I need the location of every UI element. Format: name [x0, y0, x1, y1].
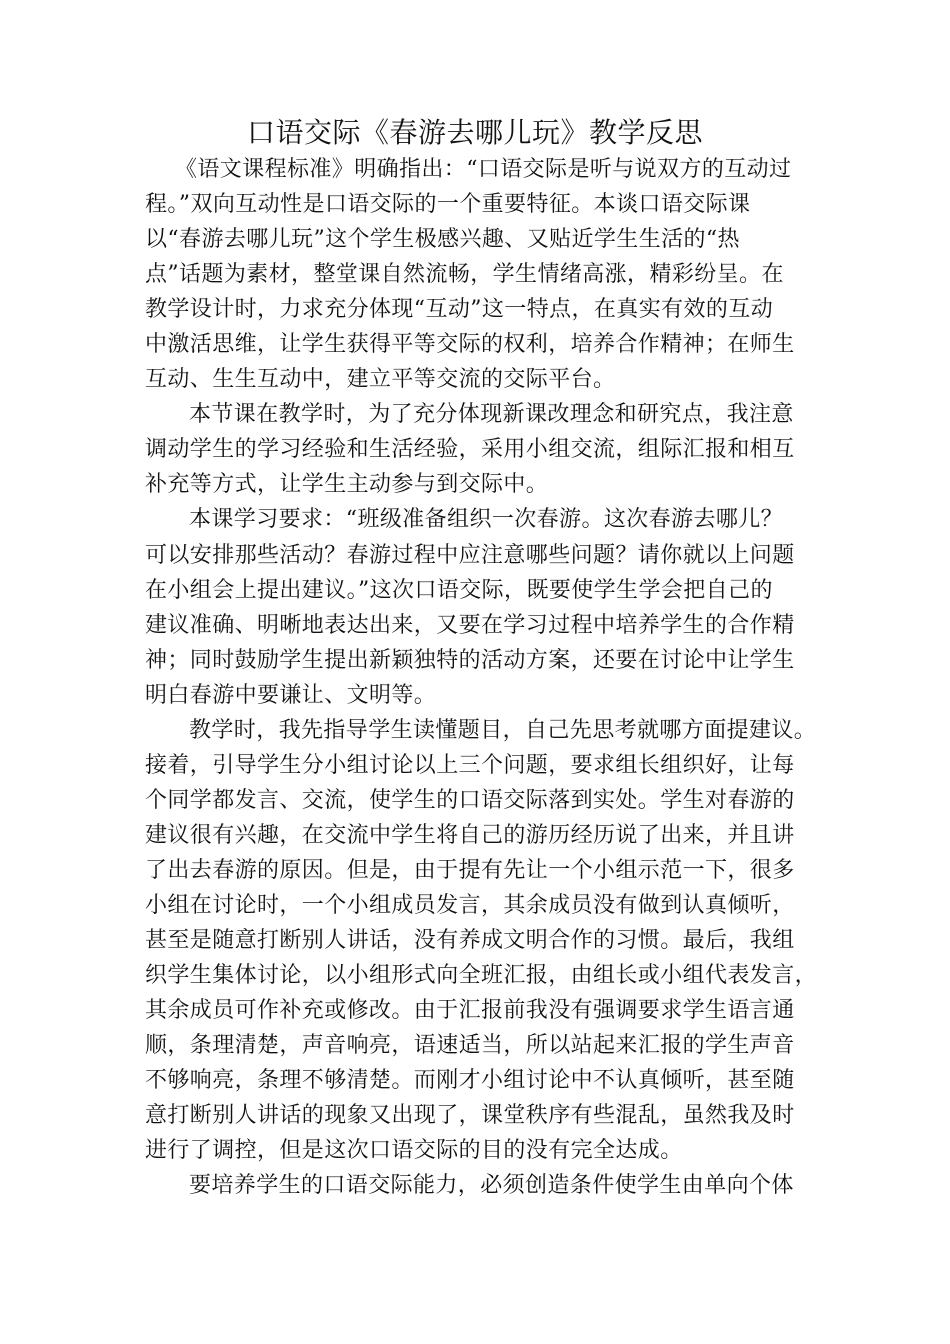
- text-line: 进行了调控，但是这次口语交际的目的没有完全达成。: [145, 1138, 683, 1164]
- document-body: [145, 152, 825, 1203]
- text-line: 了出去春游的原因。但是，由于提有先让一个小组示范一下，很多: [145, 857, 795, 883]
- text-line: 调动学生的学习经验和生活经验，采用小组交流，组际汇报和相互: [145, 437, 795, 463]
- text-line: 建议准确、明晰地表达出来，又要在学习过程中培养学生的合作精: [145, 612, 795, 638]
- text-line: 教学设计时，力求充分体现“互动”这一特点，在真实有效的互动: [145, 297, 774, 323]
- text-line: 中激活思维，让学生获得平等交际的权利，培养合作精神；在师生: [145, 332, 795, 358]
- text-line: 本节课在教学时，为了充分体现新课改理念和研究点，我注意: [189, 402, 794, 428]
- text-line: 可以安排那些活动？春游过程中应注意哪些问题？请你就以上问题: [145, 542, 795, 568]
- text-line: 补充等方式，让学生主动参与到交际中。: [145, 472, 549, 498]
- document-title: 口语交际《春游去哪儿玩》教学反思: [246, 116, 703, 149]
- text-line: 织学生集体讨论，以小组形式向全班汇报，由组长或小组代表发言，: [145, 963, 818, 989]
- text-line: 在小组会上提出建议。”这次口语交际，既要使学生学会把自己的: [145, 577, 773, 603]
- text-line: 小组在讨论时，一个小组成员发言，其余成员没有做到认真倾听，: [145, 892, 795, 918]
- text-line: 意打断别人讲话的现象又出现了，课堂秩序有些混乱，虽然我及时: [145, 1103, 795, 1129]
- text-line: 神；同时鼓励学生提出新颖独特的活动方案，还要在讨论中让学生: [145, 647, 795, 673]
- text-line: 教学时，我先指导学生读懂题目，自己先思考就哪方面提建议。: [189, 717, 817, 743]
- text-line: 建议很有兴趣，在交流中学生将自己的游历经历说了出来，并且讲: [145, 822, 795, 848]
- text-line: 个同学都发言、交流，使学生的口语交际落到实处。学生对春游的: [145, 787, 795, 813]
- text-line: 以“春游去哪儿玩”这个学生极感兴趣、又贴近学生生活的“热: [145, 227, 740, 253]
- text-line: 互动、生生互动中，建立平等交流的交际平台。: [145, 367, 616, 393]
- text-line: 甚至是随意打断别人讲话，没有养成文明合作的习惯。最后，我组: [145, 928, 795, 954]
- text-line: 接着，引导学生分小组讨论以上三个问题，要求组长组织好，让每: [145, 752, 795, 778]
- text-line: 程。”双向互动性是口语交际的一个重要特征。本谈口语交际课: [145, 192, 751, 218]
- text-line: 不够响亮，条理不够清楚。而刚才小组讨论中不认真倾听，甚至随: [145, 1068, 795, 1094]
- text-line: 明白春游中要谦让、文明等。: [145, 682, 437, 708]
- text-line: 本课学习要求：“班级准备组织一次春游。这次春游去哪儿？: [189, 507, 784, 533]
- text-line: 其余成员可作补充或修改。由于汇报前我没有强调要求学生语言通: [145, 998, 795, 1024]
- text-line: 点”话题为素材，整堂课自然流畅，学生情绪高涨，精彩纷呈。在: [145, 262, 784, 288]
- text-line: 《语文课程标准》明确指出：“口语交际是听与说双方的互动过: [175, 157, 792, 182]
- text-line: 要培养学生的口语交际能力，必须创造条件使学生由单向个体: [189, 1173, 794, 1199]
- text-line: 顺，条理清楚，声音响亮，语速适当，所以站起来汇报的学生声音: [145, 1033, 795, 1059]
